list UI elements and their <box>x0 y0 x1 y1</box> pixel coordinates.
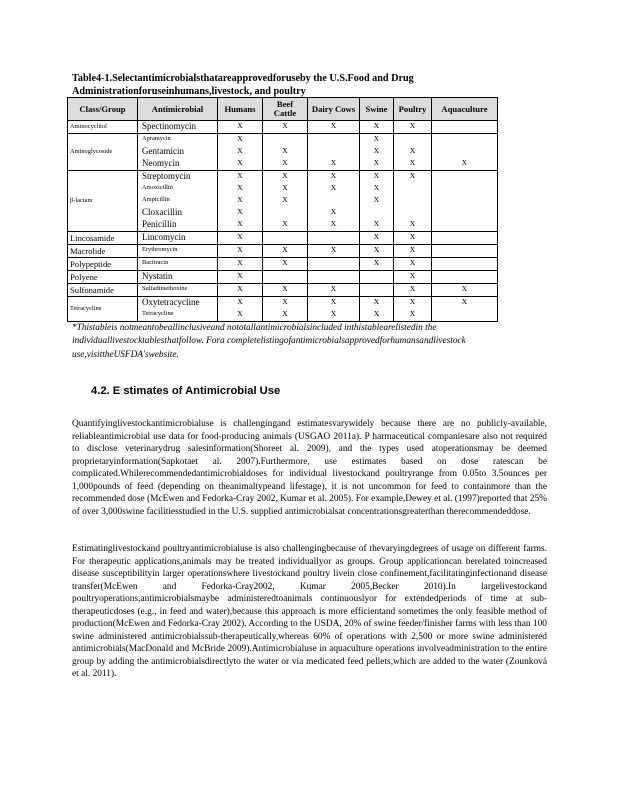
approval-mark: X <box>409 245 416 254</box>
antimicrobial-name: Neomycin <box>142 158 180 168</box>
approval-mark-cell <box>360 171 394 232</box>
approval-mark: X <box>409 297 416 306</box>
approval-mark: X <box>237 309 243 318</box>
approval-mark: X <box>282 146 288 155</box>
approval-mark: X <box>373 232 380 241</box>
approval-mark: X <box>330 121 337 130</box>
approval-mark <box>265 232 305 244</box>
approval-mark: X <box>282 195 288 204</box>
approval-mark-cell <box>218 258 263 271</box>
approval-mark <box>396 134 429 146</box>
antimicrobial-name: Streptomycin <box>142 171 191 181</box>
approval-mark-cell <box>432 284 498 297</box>
body-paragraph: Estimatinglivestockand poultryantimicrobialuse is also challengingbecause of thevaryingdegrees of usage on different farms. For therapeutic applications,animals may be treated individuallyor as groups. Group applicationcan berelated toincreased disease susceptibilityin larger operationswhere livestockand poultry livein close confinement,facilitatinginfectionand disease transfer(McEwen and Fedorka-Cray2002, Kumar 2005,Becker 2010).In largelivestockand poultryoperations,antimicrobialsmaybe administeredtoanimals continuouslyor for extendedperiods of time at sub-therapeuticdoses (e.g., in feed and water),because this approach is more efficientand sometimes the only feasible method of production(McEwen and Fedorka-Cray 2002). According to the USDA, 20% of swine feeder/finisher farms with less than 100 swine administered antimicrobialssub-therapeutically,whereas 60% of operations with 2,500 or more swine administered antimicrobials(MacDonald and McBride 2009).Antimicrobialuse in aquaculture operations involveadministration to the entire group by adding the antimicrobialsdirectlyto the water or via medicated feed pellets,which are added to the water (Zounková et al. 2011). <box>72 544 547 679</box>
antimicrobial-name: Cloxacillin <box>142 207 182 217</box>
approval-mark: X <box>409 232 416 241</box>
approval-mark-cell <box>263 297 308 322</box>
approval-mark-cell <box>263 134 308 171</box>
antimicrobial-cell <box>138 134 218 171</box>
approval-mark: X <box>373 258 380 267</box>
approval-mark <box>310 146 357 158</box>
approval-mark-cell <box>263 232 308 245</box>
table-caption-line-1: Table4-1.Selectantimicrobialsthatareapprovedforuseby the U.S.Food and Drug <box>72 73 414 84</box>
approval-mark <box>434 309 495 321</box>
approval-mark-cell <box>360 271 394 284</box>
column-header: Beef Cattle <box>263 98 308 121</box>
approval-mark <box>434 219 495 231</box>
approval-mark <box>310 258 357 270</box>
approval-mark <box>396 195 429 207</box>
approval-mark: X <box>461 158 468 167</box>
approval-mark: X <box>282 183 288 192</box>
antimicrobial-cell <box>138 258 218 271</box>
approval-mark: X <box>282 297 288 306</box>
antimicrobial-name: Oxytetracycline <box>142 297 200 307</box>
antimicrobial-name: Gentamicin <box>142 146 184 156</box>
table-footnote: *Thistableis notmeantobeallinclusiveand nototallantimicrobialsincluded inthistablearelistedin the individuallivestocktablesthatfollow. Fora completelistingofantimicrobialsapprovedforhumansandlivestock use,visittheUSFDA'swebsite. <box>72 323 466 360</box>
class-group-cell: Sulfonamide <box>68 284 138 297</box>
column-header: Class/Group <box>68 98 138 121</box>
approval-mark-cell <box>308 232 360 245</box>
approval-mark <box>434 271 495 283</box>
antimicrobial-cell <box>138 232 218 245</box>
approval-mark: X <box>373 171 380 180</box>
table-row <box>68 258 498 271</box>
antimicrobial-cell <box>138 171 218 232</box>
approval-mark: X <box>373 245 380 254</box>
column-header: Poultry <box>394 98 432 121</box>
approval-mark: X <box>373 309 380 318</box>
approval-mark <box>434 232 495 244</box>
approval-mark <box>434 258 495 270</box>
approval-mark: X <box>373 297 380 306</box>
column-header: Dairy Cows <box>308 98 360 121</box>
approval-mark: X <box>237 207 243 216</box>
approval-mark: X <box>282 219 288 228</box>
approval-mark: X <box>409 271 416 280</box>
antimicrobial-name: Tetracycline <box>142 310 174 317</box>
approval-mark: X <box>237 271 243 280</box>
table-row <box>68 245 498 258</box>
approval-mark: X <box>409 284 416 293</box>
approval-mark-cell <box>308 271 360 284</box>
approval-mark: X <box>409 121 416 130</box>
table-caption <box>72 72 552 98</box>
approval-mark-cell <box>432 171 498 232</box>
approval-mark <box>434 134 495 146</box>
approval-mark-cell <box>218 232 263 245</box>
table-row <box>68 284 498 297</box>
approval-mark: X <box>373 195 380 204</box>
approval-mark-cell <box>394 271 432 284</box>
approval-mark-cell <box>263 271 308 284</box>
approval-mark: X <box>409 309 416 318</box>
approval-mark: X <box>330 309 337 318</box>
approval-mark: X <box>330 245 337 254</box>
approval-mark: X <box>330 158 337 167</box>
approval-mark: X <box>330 183 337 192</box>
approval-mark-cell <box>218 134 263 171</box>
approval-mark-cell <box>218 121 263 134</box>
approval-mark-cell <box>394 232 432 245</box>
approval-mark-cell <box>308 245 360 258</box>
approval-mark-cell <box>360 245 394 258</box>
approval-mark-cell <box>394 171 432 232</box>
approval-mark-cell <box>432 121 498 134</box>
approval-mark: X <box>330 284 337 293</box>
table-row <box>68 232 498 245</box>
approval-mark <box>396 183 429 195</box>
approval-mark-cell <box>263 284 308 297</box>
class-group-cell: Tetracycline <box>68 297 138 322</box>
approval-mark-cell <box>394 134 432 171</box>
approval-mark: X <box>237 134 243 143</box>
column-header: Swine <box>360 98 394 121</box>
class-group-cell: Aminocyclitol <box>68 121 138 134</box>
approval-mark: X <box>461 297 468 306</box>
approval-mark: X <box>237 171 243 180</box>
approval-mark <box>434 195 495 207</box>
approval-mark <box>434 121 495 133</box>
class-group-cell: Polyene <box>68 271 138 284</box>
approval-mark: X <box>409 158 416 167</box>
approval-mark: X <box>330 207 337 216</box>
approval-mark-cell <box>394 245 432 258</box>
table-row <box>68 271 498 284</box>
approval-mark-cell <box>218 171 263 232</box>
approval-mark: X <box>461 284 468 293</box>
approval-mark-cell <box>432 271 498 284</box>
approval-mark <box>362 271 391 283</box>
class-group-cell: Macrolide <box>68 245 138 258</box>
approval-mark-cell <box>218 245 263 258</box>
antimicrobial-name: Ampicillin <box>142 196 170 203</box>
approval-mark: X <box>282 158 288 167</box>
approval-mark <box>310 271 357 283</box>
approval-mark-cell <box>308 171 360 232</box>
approval-mark: X <box>237 258 243 267</box>
approval-mark-cell <box>360 134 394 171</box>
approval-mark: X <box>237 297 243 306</box>
approval-mark: X <box>409 171 416 180</box>
approval-mark <box>265 134 305 146</box>
approval-mark-cell <box>432 297 498 322</box>
approval-mark: X <box>373 121 380 130</box>
approval-mark-cell <box>263 121 308 134</box>
table-row <box>68 297 498 322</box>
class-group-cell: Polypeptide <box>68 258 138 271</box>
approval-mark <box>310 134 357 146</box>
column-header: Aquaculture <box>432 98 498 121</box>
antimicrobial-cell <box>138 297 218 322</box>
column-header: Humans <box>218 98 263 121</box>
approval-mark: X <box>282 284 288 293</box>
approval-mark: X <box>409 219 416 228</box>
antimicrobial-name: Erythromycin <box>142 246 178 253</box>
approval-mark-cell <box>432 134 498 171</box>
antimicrobial-cell <box>138 245 218 258</box>
approval-mark: X <box>373 158 380 167</box>
approval-mark-cell <box>394 284 432 297</box>
approval-mark-cell <box>263 245 308 258</box>
approval-mark: X <box>373 134 380 143</box>
approval-mark <box>362 284 391 296</box>
approval-mark: X <box>282 171 288 180</box>
approval-mark <box>310 195 357 207</box>
approval-mark-cell <box>432 245 498 258</box>
approval-mark <box>310 232 357 244</box>
approval-mark-cell <box>308 297 360 322</box>
approval-mark: X <box>237 232 243 241</box>
approval-mark: X <box>237 146 243 155</box>
approval-mark-cell <box>263 258 308 271</box>
antimicrobial-cell <box>138 284 218 297</box>
approval-mark-cell <box>432 258 498 271</box>
approval-mark: X <box>237 195 243 204</box>
table-body <box>68 121 498 322</box>
approval-mark-cell <box>308 134 360 171</box>
approval-mark-cell <box>360 258 394 271</box>
approval-mark: X <box>409 146 416 155</box>
approval-mark: X <box>282 309 288 318</box>
table-caption-line-2: Administrationforuseinhumans,livestock, and poultry <box>72 86 306 97</box>
table-row <box>68 134 498 171</box>
approval-mark-cell <box>360 284 394 297</box>
antimicrobial-name: Amoxicillin <box>142 184 173 191</box>
body-paragraph: Quantifyinglivestockantimicrobialuse is challengingand estimatesvarywidely because there are no publicly-available, reliableantimicrobial use data for food-producing animals (USGAO 2011a). P harmaceutical companiesare also not required to disclose veterinarydrug salesinformation(Shoreet al. 2009), and the types used atoperationsmay be deemed proprietaryinformation(Sapkotaet al. 2007).Furthermore, use estimates based on dose ratescan be complicated.Whilerecommendedantimicrobialdoses for individual livestockand poultryrange from 0.05to 3.5ounces per 1,000pounds of feed (depending on theanimaltypeand lifestage), it is not uncommon for feed to containmore than the recommended dose (McEwen and Fedorka-Cray 2002, Kumar et al. 2005). For example,Dewey et al. (1997)reported that 25% of over 3,000swine facilitiesstudied in the U.S. supplied antimicrobialsat concentrationsgreaterthan therecommendeddose. <box>72 419 547 517</box>
approval-mark: X <box>237 284 243 293</box>
approval-mark: X <box>237 219 243 228</box>
approval-mark-cell <box>360 297 394 322</box>
antimicrobial-name: Nystatin <box>142 271 173 281</box>
approval-mark <box>362 207 391 219</box>
approval-mark: X <box>282 258 288 267</box>
approval-mark: X <box>409 258 416 267</box>
table-row <box>68 171 498 232</box>
approval-mark <box>434 207 495 219</box>
antimicrobial-name: Sulfadimethoxine <box>142 285 188 292</box>
approval-mark: X <box>237 158 243 167</box>
approval-mark-cell <box>218 271 263 284</box>
approval-mark <box>434 245 495 257</box>
approval-mark-cell <box>308 284 360 297</box>
approval-mark: X <box>282 121 288 130</box>
antimicrobial-name: Penicillin <box>142 219 177 229</box>
column-header: Antimicrobial <box>138 98 218 121</box>
approval-mark-cell <box>308 258 360 271</box>
approval-mark: X <box>282 245 288 254</box>
approval-mark-cell <box>432 232 498 245</box>
approval-mark-cell <box>263 171 308 232</box>
antimicrobials-table <box>67 97 498 322</box>
antimicrobial-cell <box>138 271 218 284</box>
approval-mark-cell <box>218 284 263 297</box>
antimicrobial-name: Spectinomycin <box>142 121 196 131</box>
approval-mark: X <box>330 297 337 306</box>
approval-mark <box>265 271 305 283</box>
approval-mark: X <box>237 121 243 130</box>
approval-mark: X <box>373 219 380 228</box>
approval-mark: X <box>237 245 243 254</box>
antimicrobial-name: Apramycin <box>142 135 171 142</box>
approval-mark-cell <box>360 121 394 134</box>
antimicrobial-name: Lincomycin <box>142 232 186 242</box>
antimicrobial-cell <box>138 121 218 134</box>
approval-mark <box>265 207 305 219</box>
approval-mark: X <box>330 171 337 180</box>
table-row <box>68 121 498 134</box>
table-header-row <box>68 98 498 121</box>
approval-mark-cell <box>308 121 360 134</box>
approval-mark <box>434 171 495 183</box>
section-heading: 4.2. E stimates of Antimicrobial Use <box>91 385 281 397</box>
class-group-cell: β-lactam <box>68 171 138 232</box>
class-group-cell: Lincosamide <box>68 232 138 245</box>
class-group-cell: Aminoglycoside <box>68 134 138 171</box>
approval-mark-cell <box>218 297 263 322</box>
approval-mark: X <box>330 219 337 228</box>
approval-mark: X <box>237 183 243 192</box>
approval-mark <box>396 207 429 219</box>
approval-mark-cell <box>360 232 394 245</box>
antimicrobial-name: Bacitracin <box>142 259 169 266</box>
approval-mark-cell <box>394 258 432 271</box>
approval-mark <box>434 146 495 158</box>
approval-mark <box>434 183 495 195</box>
approval-mark-cell <box>394 121 432 134</box>
approval-mark-cell <box>394 297 432 322</box>
approval-mark: X <box>373 183 380 192</box>
approval-mark: X <box>373 146 380 155</box>
